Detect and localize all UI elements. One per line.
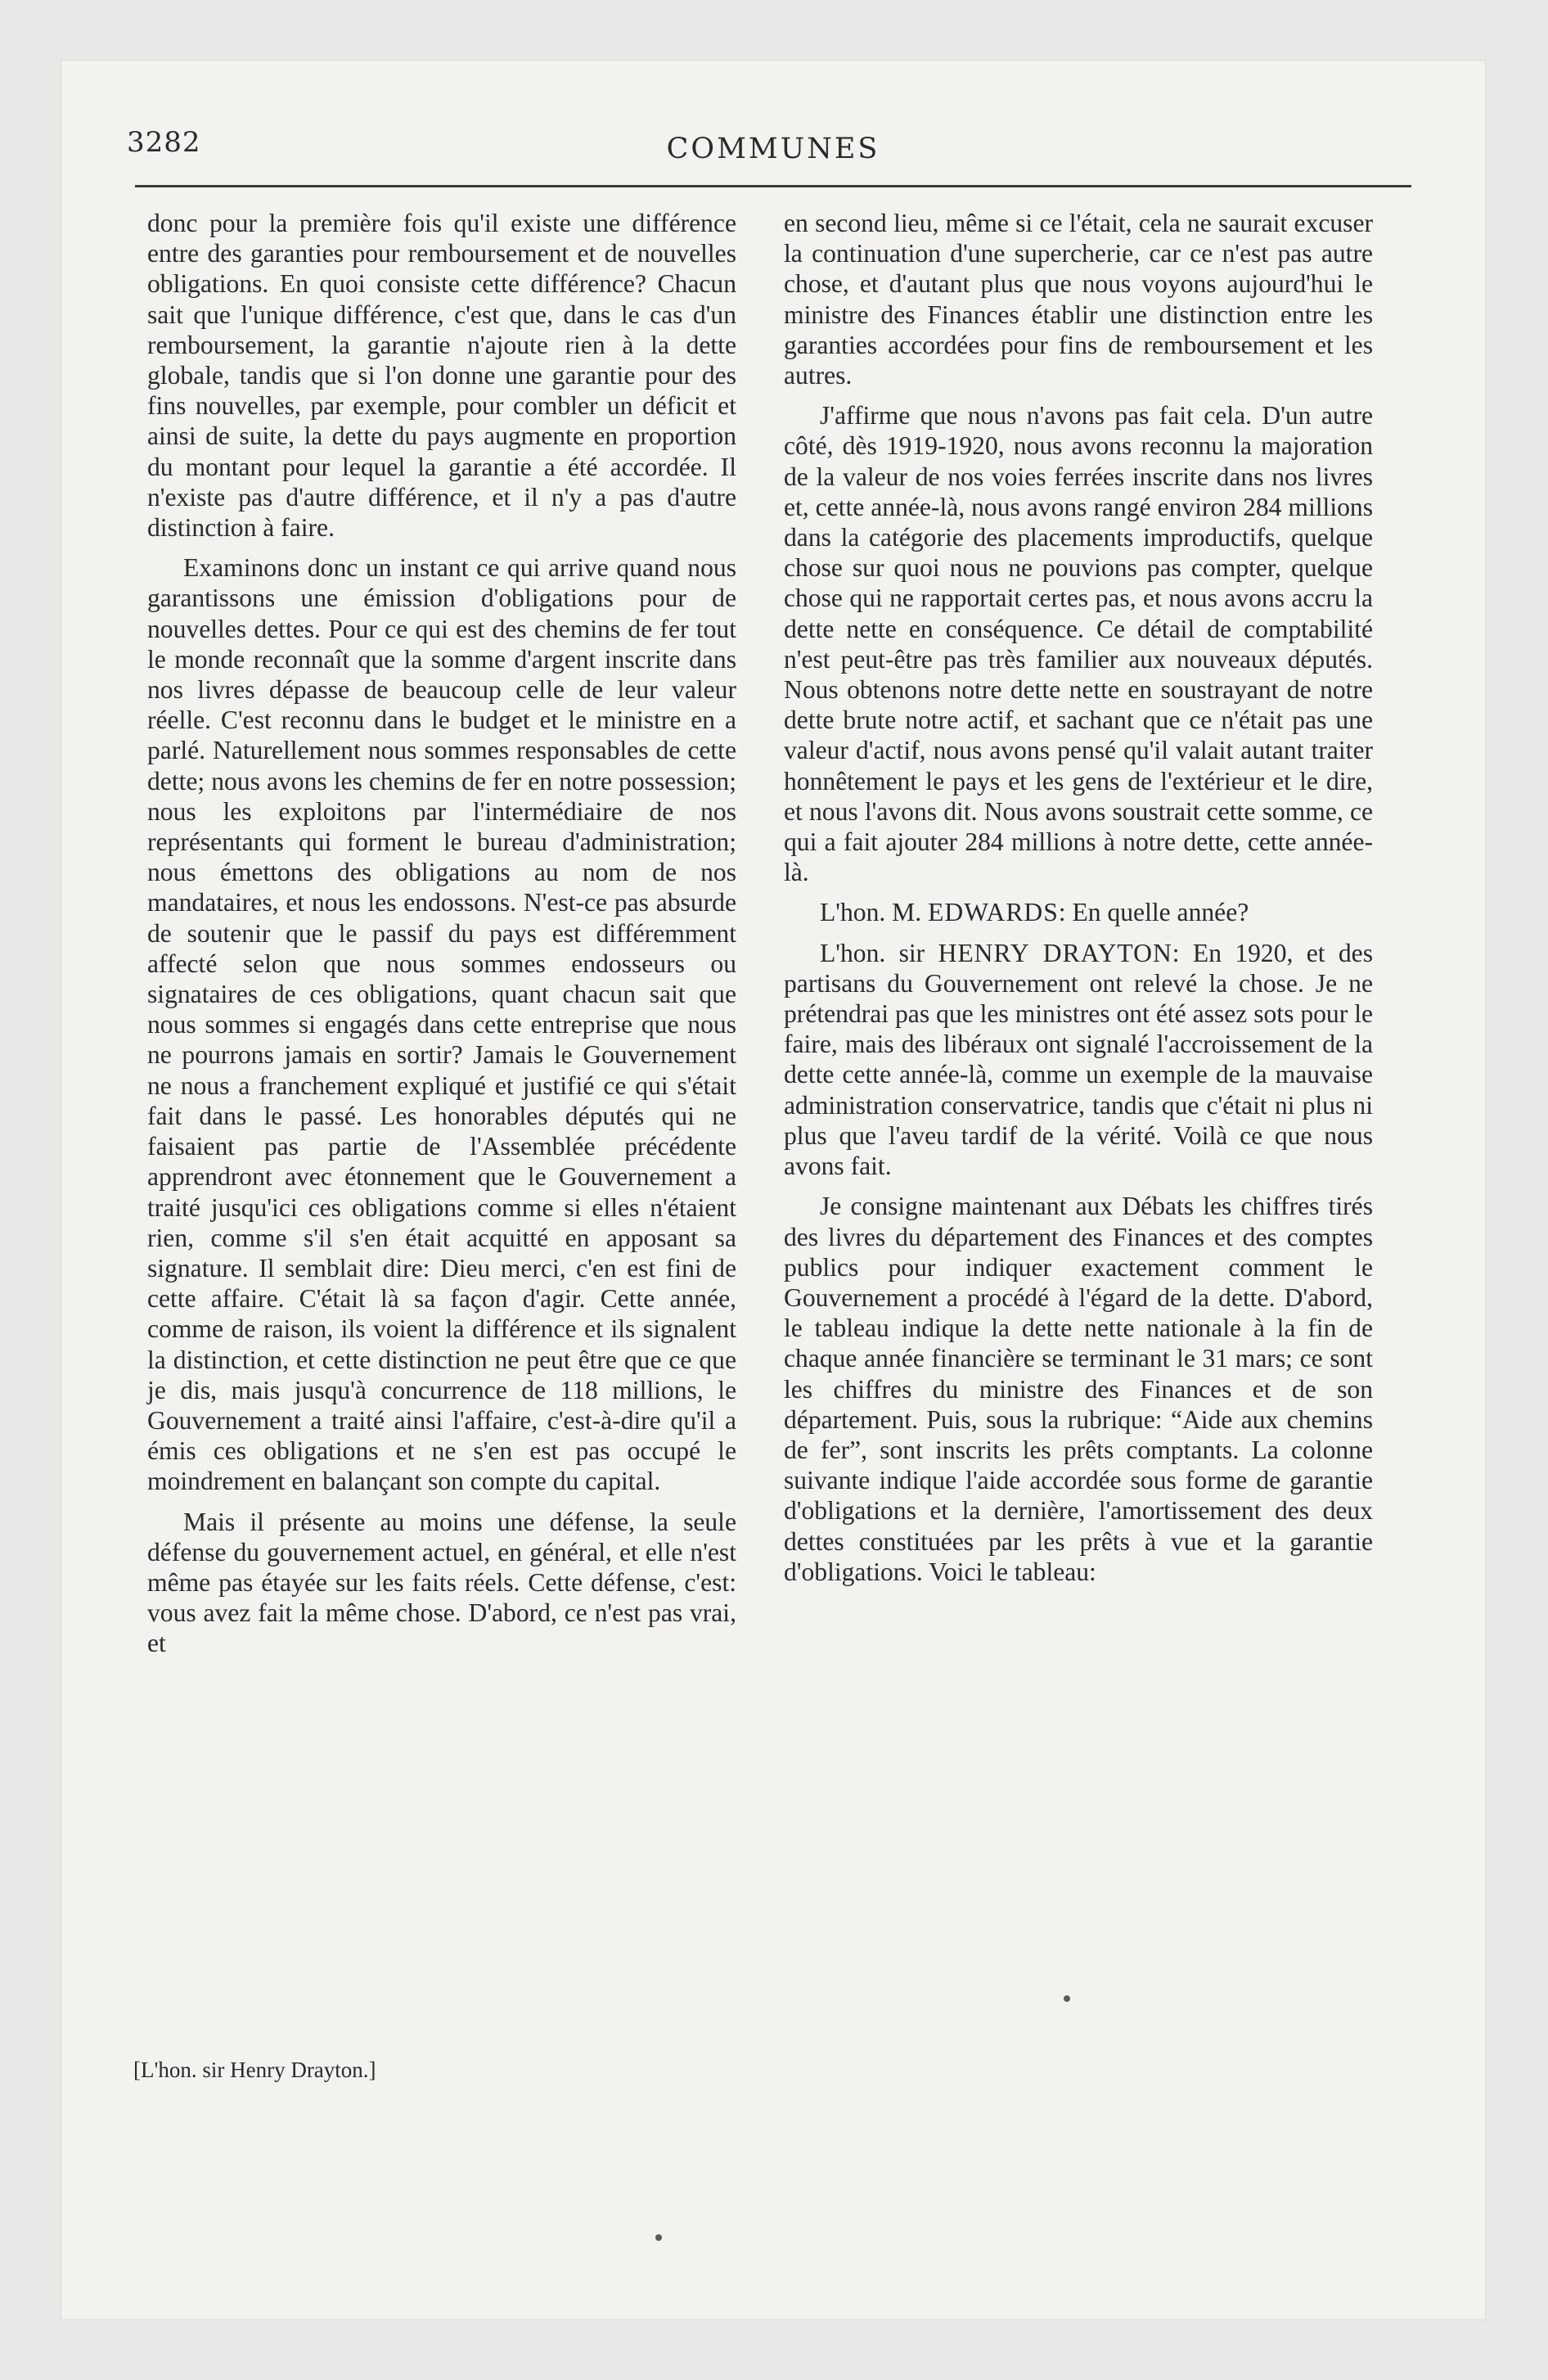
speaker-line-drayton [784, 938, 1373, 1182]
header-rule [135, 185, 1411, 187]
speaker-name: HENRY DRAYTON [938, 938, 1172, 967]
running-head: COMMUNES [666, 133, 880, 165]
ink-dot [655, 2234, 662, 2241]
speaker-prefix: L'hon. M. [820, 898, 922, 927]
speaker-text: : En 1920, et des partisans du Gouvernement ont relevé la chose. Je ne prétendrai pas que les ministres ont été assez sots pour le faire, mais des libéraux ont signalé l'accroissement de la dette cette année-là, comme un exemple de la mauvaise administration conservatrice, tandis que c'était ni plus ni plus que l'aveu tardif de la vérité. Voilà ce que nous avons fait. [784, 938, 1373, 1181]
speaker-name: EDWARDS [928, 898, 1059, 927]
paragraph: Examinons donc un instant ce qui arrive quand nous garantissons une émission d'obligations pour de nouvelles dettes. Pour ce qui est des chemins de fer tout le monde reconnaît que la somme d'argent inscrite dans nos livres dépasse de beaucoup celle de leur valeur réelle. C'est reconnu dans le budget et le ministre en a parlé. Naturellement nous sommes responsables de cette dette; nous avons les chemins de fer en notre possession; nous les exploitons par l'intermédiaire de nos représentants qui forment le bureau d'administration; nous émettons des obligations au nom de nos mandataires, et nous les endossons. N'est-ce pas absurde de soutenir que le passif du pays est différemment affecté selon que nous sommes endosseurs ou signataires de ces obligations, quant chacun sait que nous sommes si engagés dans cette entreprise que nous ne pourrons jamais en sortir? Jamais le Gouvernement ne nous a franchement expliqué et justifié ce qui s'était fait dans le passé. Les honorables députés qui ne faisaient pas partie de l'Assemblée précédente apprendront avec étonnement que le Gouvernement a traité jusqu'ici ces obligations comme si elles n'étaient rien, comme s'il s'en était acquitté en apposant sa signature. Il semblait dire: Dieu merci, c'en est fini de cette affaire. C'était là sa façon d'agir. Cette année, comme de raison, ils voient la différence et ils signalent la distinction, et cette distinction ne peut être que ce que je dis, mais jusqu'à concurrence de 118 millions, le Gouvernement a traité ainsi l'affaire, c'est-à-dire qu'il a émis ces obligations et ne s'en est pas occupé le moindrement en balançant son compte du capital. [147, 553, 736, 1496]
speaker-line-edwards [784, 897, 1373, 927]
paragraph: Mais il présente au moins une défense, la seule défense du gouvernement actuel, en général, et elle n'est même pas étayée sur les faits réels. Cette défense, c'est: vous avez fait la même chose. D'abord, ce n'est pas vrai, et [147, 1507, 736, 1658]
left-column [147, 208, 736, 1669]
speaker-text: : En quelle année? [1058, 898, 1249, 927]
paragraph: Je consigne maintenant aux Débats les chiffres tirés des livres du département des Finances et des comptes publics pour indiquer exactement comment le Gouvernement a procédé à l'égard de la dette. D'abord, le tableau indique la dette nette nationale à la fin de chaque année financière se terminant le 31 mars; ce sont les chiffres du ministre des Finances et de son département. Puis, sous la rubrique: “Aide aux chemins de fer”, sont inscrits les prêts comptants. La colonne suivante indique l'aide accordée sous forme de garantie d'obligations et la dernière, l'amortissement des deux dettes constituées par les prêts à vue et la garantie d'obligations. Voici le tableau: [784, 1192, 1373, 1586]
paragraph: donc pour la première fois qu'il existe une différence entre des garanties pour remboursement et de nouvelles obligations. En quoi consiste cette différence? Chacun sait que l'unique différence, c'est que, dans le cas d'un remboursement, la garantie n'ajoute rien à la dette globale, tandis que si l'on donne une garantie pour des fins nouvelles, par exemple, pour combler un déficit et ainsi de suite, la dette du pays augmente en proportion du montant pour lequel la garantie a été accordée. Il n'existe pas d'autre différence, et il n'y a pas d'autre distinction à faire. [147, 209, 736, 543]
page-number: 3282 [127, 126, 201, 159]
paragraph: J'affirme que nous n'avons pas fait cela. D'un autre côté, dès 1919-1920, nous avons reconnu la majoration de la valeur de nos voies ferrées inscrite dans nos livres et, cette année-là, nous avons rangé environ 284 millions dans la catégorie des placements improductifs, quelque chose sur quoi nous ne pouvions pas compter, quelque chose qui ne rapportait certes pas, et nous avons accru la dette nette en conséquence. Ce détail de comptabilité n'est peut-être pas très familier aux nouveaux députés. Nous obtenons notre dette nette en soustrayant de notre dette brute notre actif, et sachant que ce n'était pas une valeur d'actif, nous avons pensé qu'il valait autant traiter honnêtement le pays et les gens de l'extérieur et le dire, et nous l'avons dit. Nous avons soustrait cette somme, ce qui a fait ajouter 284 millions à notre dette, cette année-là. [784, 401, 1373, 887]
page [61, 61, 1485, 2319]
paragraph: en second lieu, même si ce l'était, cela ne saurait excuser la continuation d'une supercherie, car ce n'est pas autre chose, et d'autant plus que nous voyons aujourd'hui le ministre des Finances établir une distinction entre les garanties accordées pour fins de remboursement et les autres. [784, 209, 1373, 390]
ink-dot [1064, 1995, 1070, 2002]
speaker-footer-note: [L'hon. sir Henry Drayton.] [133, 2058, 376, 2082]
right-column [784, 208, 1373, 1597]
speaker-prefix: L'hon. sir [820, 938, 925, 967]
